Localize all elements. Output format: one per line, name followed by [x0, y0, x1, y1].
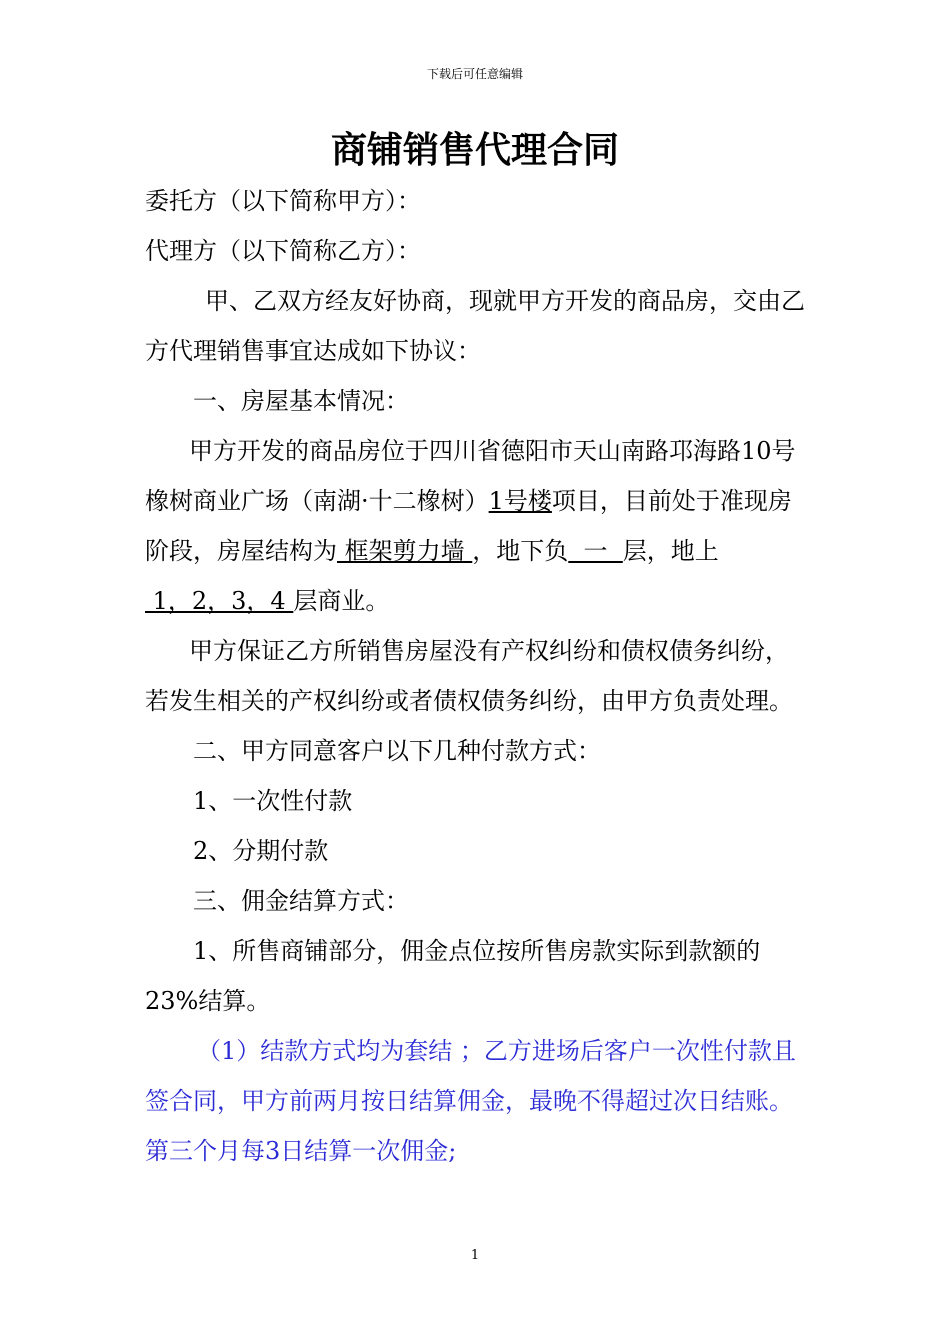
section1-paragraph-guarantee: 甲方保证乙方所销售房屋没有产权纠纷和债权债务纠纷，若发生相关的产权纠纷或者债权债务纠纷，由甲方负责处理。 [145, 637, 793, 715]
header-note: 下载后可任意编辑 [426, 67, 523, 81]
document-title: 商铺销售代理合同 [330, 130, 619, 171]
payment-option-2: 2、分期付款 [193, 837, 329, 865]
property-location-text: 甲方开发的商品房位于四川省德阳市天山南路邛海路10号橡树商业广场（南湖·十二橡树） [145, 437, 796, 515]
party-b-line: 代理方（以下简称乙方）： [145, 237, 421, 265]
party-a-line: 委托方（以下简称甲方）： [145, 187, 421, 215]
payment-option-1: 1、一次性付款 [193, 787, 353, 815]
basement-floors: 一 [568, 537, 623, 565]
page-number: 1 [470, 1248, 480, 1263]
above-ground-label: 层，地上 [622, 537, 719, 565]
section2-heading: 二、甲方同意客户以下几种付款方式： [193, 737, 601, 765]
document-body [145, 176, 809, 1176]
building-number: 1号楼 [488, 487, 552, 515]
intro-paragraph: 甲、乙双方经友好协商，现就甲方开发的商品房，交由乙方代理销售事宜达成如下协议： [145, 287, 805, 365]
structure-type: 框架剪力墙 [337, 537, 473, 565]
section1-heading: 一、房屋基本情况： [193, 387, 409, 415]
commission-settlement-note: （1）结款方式均为套结 ；乙方进场后客户一次性付款且签合同，甲方前两月按日结算佣金，最晚不得超过次日结账。第三个月每3日结算一次佣金; [145, 1037, 796, 1165]
basement-label: ，地下负 [472, 537, 569, 565]
commission-item-1: 1、所售商铺部分，佣金点位按所售房款实际到款额的23%结算。 [145, 937, 761, 1015]
section1-paragraph-property [145, 426, 809, 626]
commercial-floors: 1，2，3，4 [145, 587, 294, 615]
commercial-suffix: 层商业。 [293, 587, 390, 615]
section3-heading: 三、佣金结算方式： [193, 887, 409, 915]
property-status-text: 项目，目前处于准现房阶段，房屋结构为 [145, 487, 792, 565]
